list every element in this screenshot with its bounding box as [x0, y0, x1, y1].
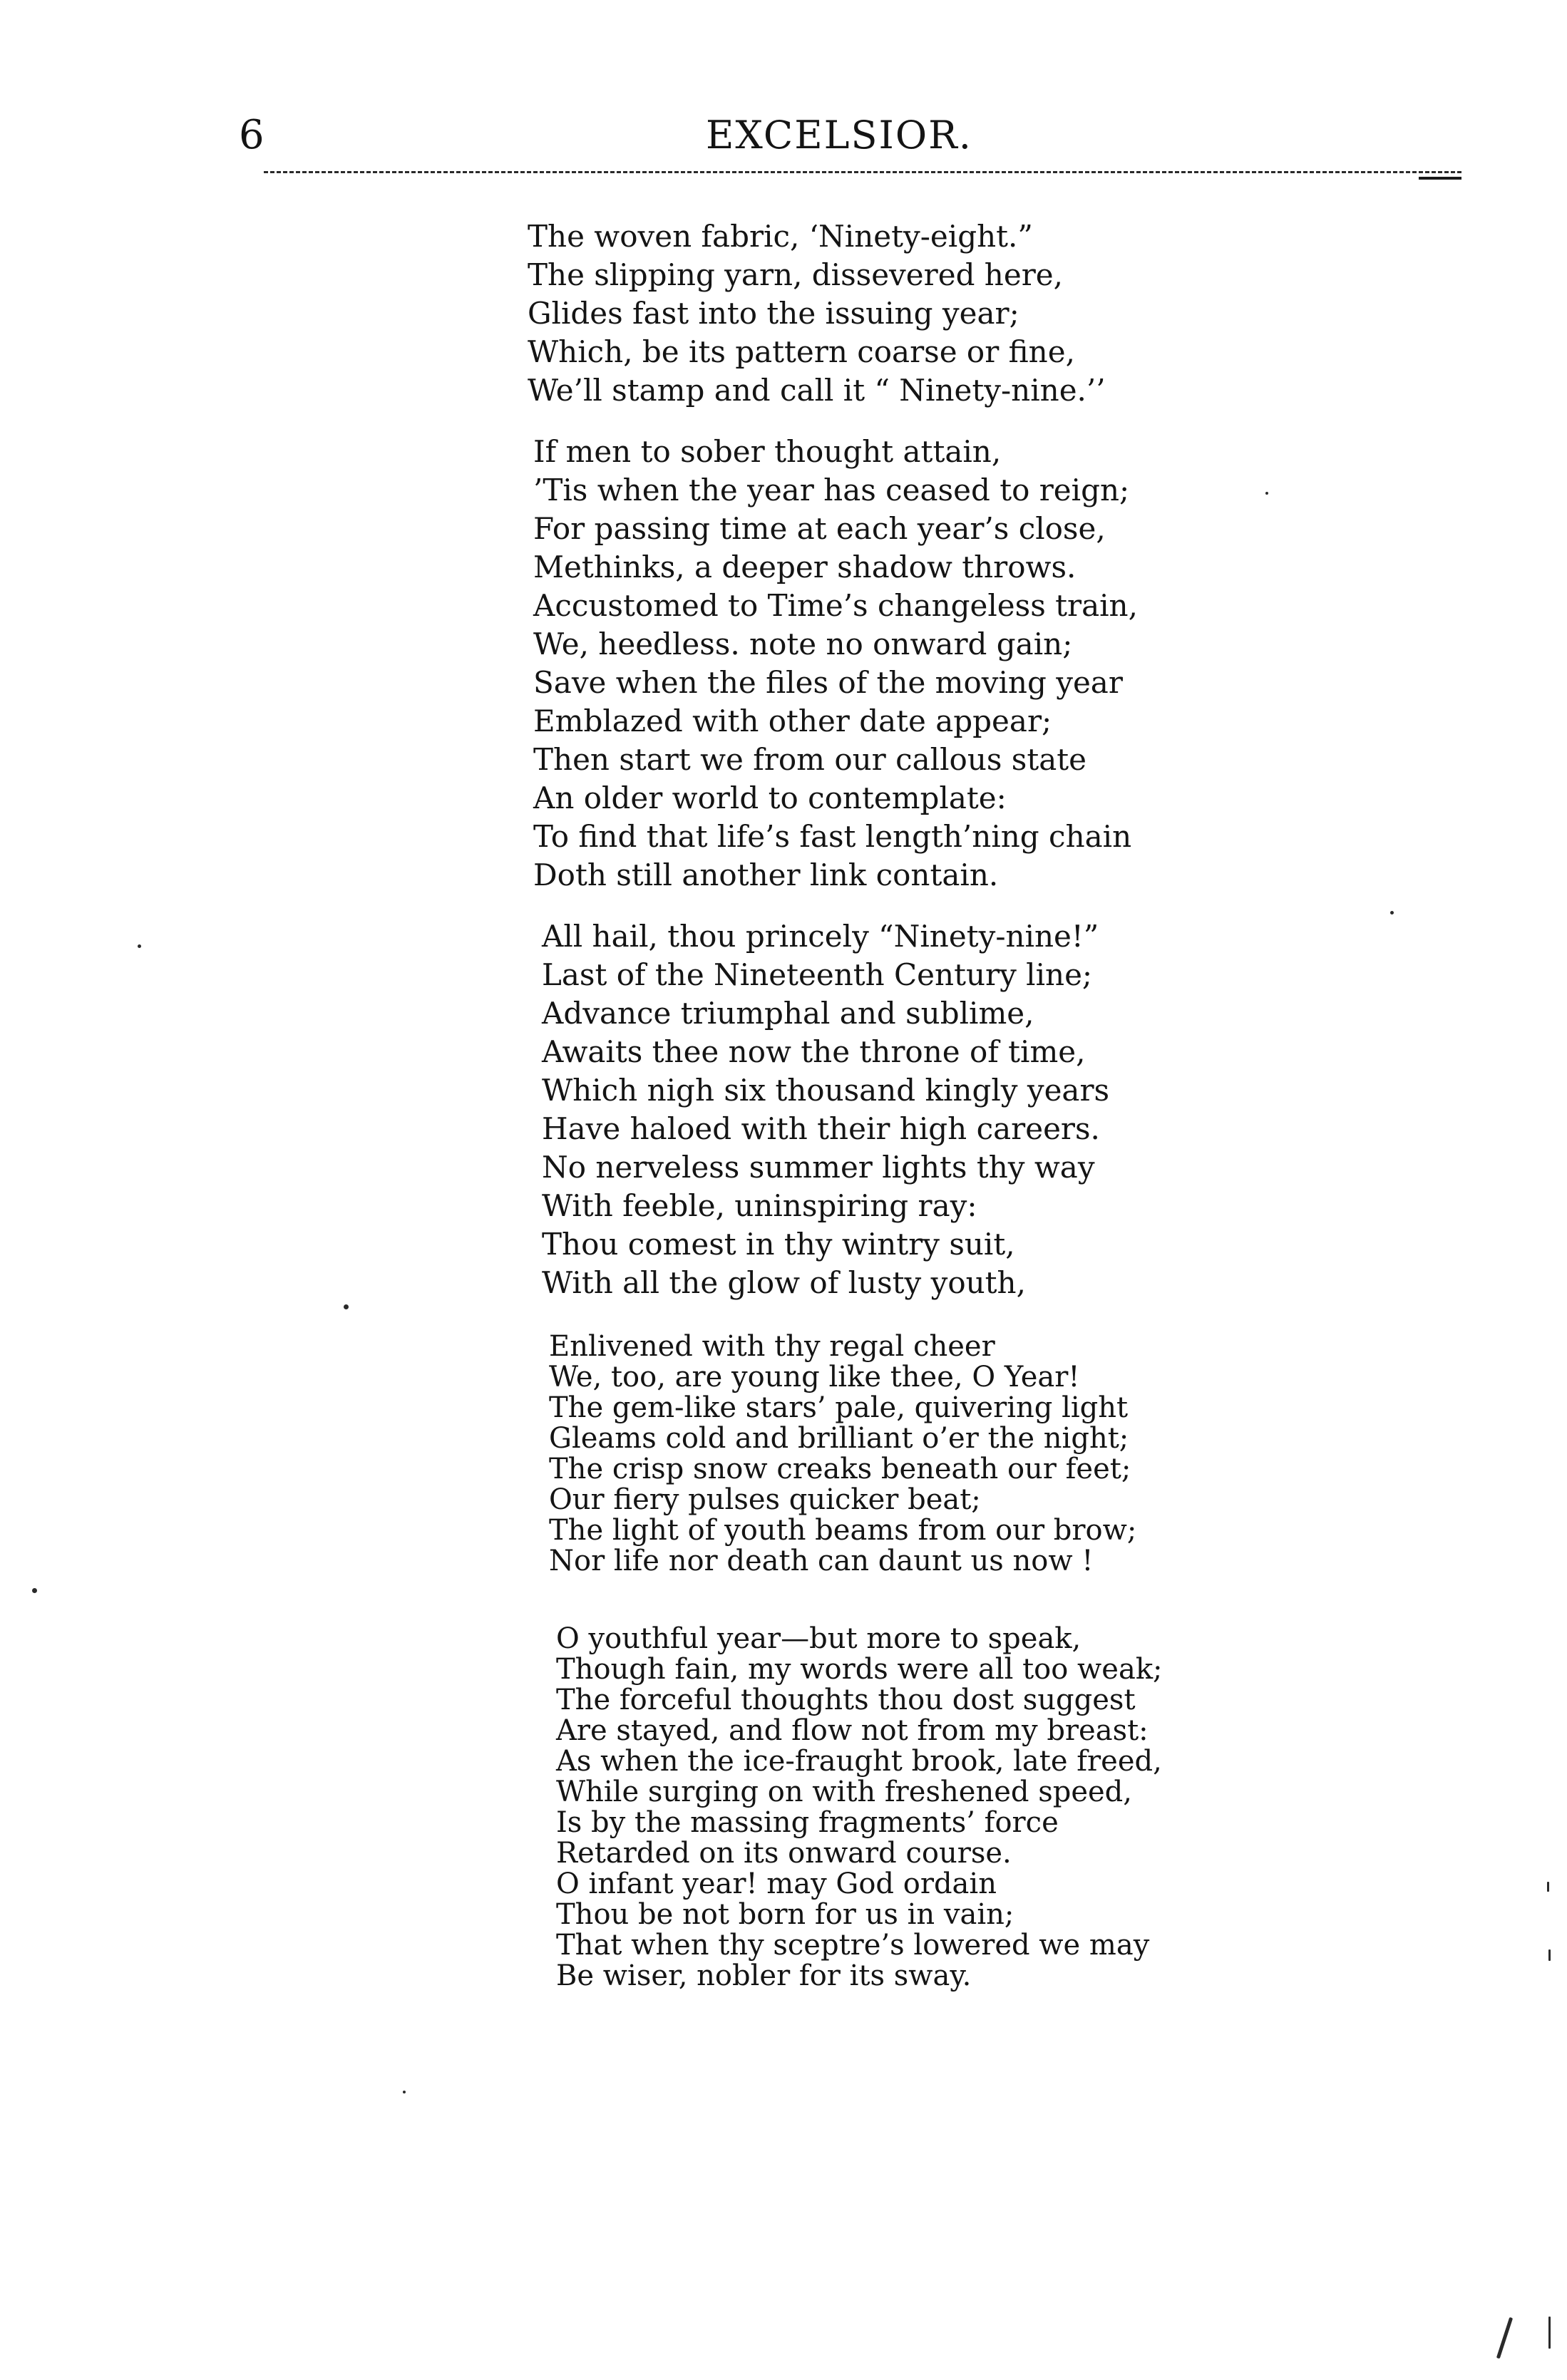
stanza-3: [542, 917, 1109, 1302]
poem-line: Methinks, a deeper shadow throws.: [533, 550, 1077, 584]
poem-line: The light of youth beams from our brow;: [549, 1514, 1137, 1547]
header-rule-end: [1419, 177, 1461, 180]
poem-line: We, heedless. note no onward gain;: [533, 627, 1073, 661]
poem-line: Doth still another link contain.: [533, 857, 999, 892]
poem-line: The crisp snow creaks beneath our feet;: [549, 1453, 1131, 1485]
poem-line: Which nigh six thousand kingly years: [542, 1073, 1110, 1108]
stanza-5: [556, 1624, 1163, 1992]
scan-speck: [1496, 2317, 1513, 2359]
poem-line: Is by the massing fragments’ force: [556, 1806, 1059, 1839]
poem-line: As when the ice-fraught brook, late freed,: [556, 1745, 1162, 1778]
poem-line: The slipping yarn, dissevered here,: [528, 257, 1063, 292]
poem-line: That when thy sceptre’s lowered we may: [556, 1929, 1150, 1962]
page-header: [0, 107, 1567, 164]
poem-line: The woven fabric, ‘Ninety-eight.”: [528, 219, 1033, 254]
poem-line: The forceful thoughts thou dost suggest: [556, 1684, 1136, 1716]
poem-line: O youthful year—but more to speak,: [556, 1622, 1082, 1655]
scan-speck: [1548, 2317, 1551, 2349]
poem-line: Nor life nor death can daunt us now !: [549, 1545, 1094, 1577]
poem-line: The gem-like stars’ pale, quivering light: [549, 1391, 1129, 1424]
poem-line: Advance triumphal and sublime,: [542, 996, 1034, 1031]
scan-speck: [1390, 911, 1394, 915]
scan-speck: [1548, 1949, 1551, 1961]
poem-line: Are stayed, and flow not from my breast:: [556, 1714, 1149, 1747]
poem-line: With all the glow of lusty youth,: [542, 1265, 1026, 1300]
poem-line: Enlivened with thy regal cheer: [549, 1330, 995, 1363]
poem-line: All hail, thou princely “Ninety-nine!”: [542, 919, 1099, 954]
poem-line: While surging on with freshened speed,: [556, 1776, 1132, 1808]
poem-line: Gleams cold and brilliant o’er the night;: [549, 1422, 1129, 1455]
poem-line: Accustomed to Time’s changeless train,: [533, 588, 1138, 623]
poem-line: O infant year! may God ordain: [556, 1868, 997, 1900]
poem-line: Emblazed with other date appear;: [533, 704, 1052, 738]
poem-line: If men to sober thought attain,: [533, 434, 1002, 469]
poem-line: We, too, are young like thee, O Year!: [549, 1361, 1080, 1394]
scan-speck: [403, 2091, 406, 2093]
poem-line: Glides fast into the issuing year;: [528, 296, 1019, 331]
page-number: 6: [239, 112, 264, 158]
poem-line: To find that life’s fast length’ning chain: [533, 819, 1132, 854]
poem-line: For passing time at each year’s close,: [533, 511, 1106, 546]
poem-line: Though fain, my words were all too weak;: [556, 1653, 1163, 1686]
poem-line: Last of the Nineteenth Century line;: [542, 957, 1093, 992]
stanza-1: [528, 217, 1106, 410]
poem-line: Then start we from our callous state: [533, 742, 1086, 777]
poem-line: Which, be its pattern coarse or fine,: [528, 334, 1075, 369]
stanza-2: [533, 433, 1138, 895]
poem-line: Retarded on its onward course.: [556, 1837, 1012, 1870]
stanza-4: [549, 1331, 1136, 1577]
poem-line: Thou be not born for us in vain;: [556, 1898, 1014, 1931]
poem-line: Awaits thee now the throne of time,: [542, 1034, 1086, 1069]
poem-line: We’ll stamp and call it “ Ninety-nine.’’: [528, 373, 1106, 408]
scan-speck: [344, 1304, 349, 1309]
poem-line: With feeble, uninspiring ray:: [542, 1188, 977, 1223]
poem-line: ’Tis when the year has ceased to reign;: [533, 473, 1130, 508]
running-title: EXCELSIOR.: [706, 113, 972, 158]
poem-line: Be wiser, nobler for its sway.: [556, 1959, 972, 1992]
poem-line: Thou comest in thy wintry suit,: [542, 1227, 1015, 1262]
scan-speck: [1265, 492, 1268, 495]
poem-line: Our fiery pulses quicker beat;: [549, 1483, 981, 1516]
header-rule: [264, 171, 1461, 173]
scan-speck: [32, 1588, 37, 1593]
poem-line: Save when the files of the moving year: [533, 665, 1123, 700]
poem-line: An older world to contemplate:: [533, 781, 1007, 815]
poem-line: No nerveless summer lights thy way: [542, 1150, 1095, 1185]
scan-speck: [138, 944, 141, 948]
scan-speck: [1547, 1882, 1549, 1892]
poem-line: Have haloed with their high careers.: [542, 1111, 1100, 1146]
